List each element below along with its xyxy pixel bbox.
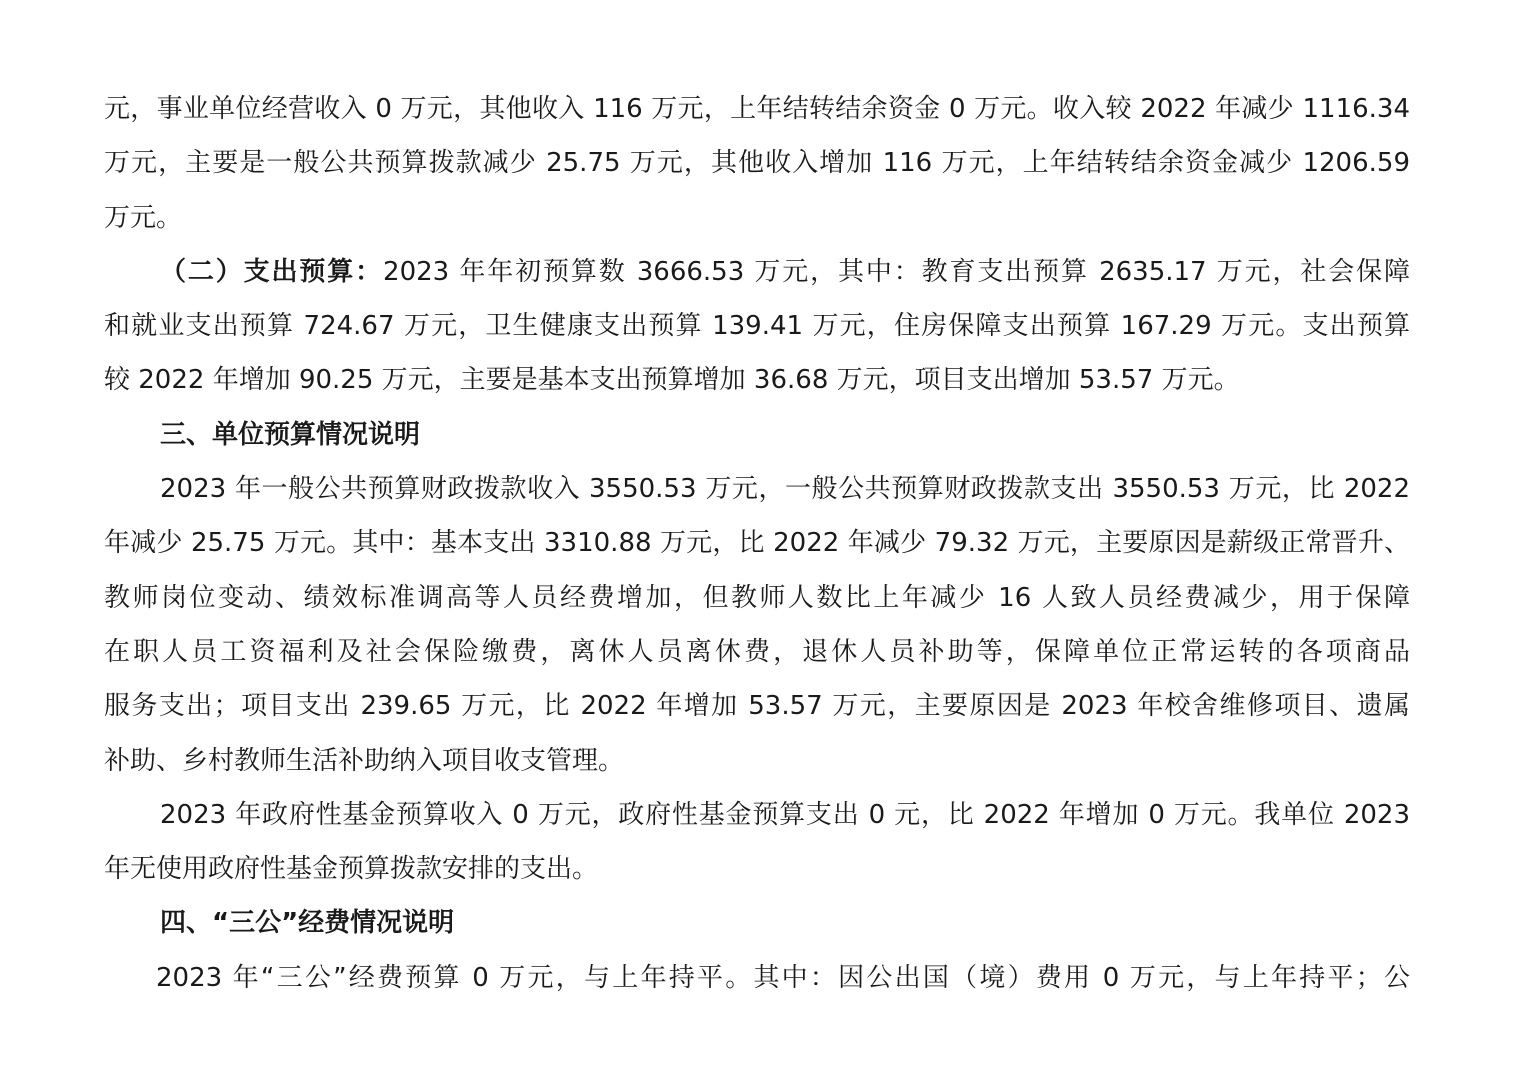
paragraph-line: 万元，主要是一般公共预算拨款减少 25.75 万元，其他收入增加 116 万元，上年结转结余资金减少 1206.59 (104, 148, 1410, 179)
paragraph-line: 在职人员工资福利及社会保险缴费，离休人员离休费，退休人员补助等，保障单位正常运转的各项商品 (104, 636, 1410, 667)
paragraph-line: 年减少 25.75 万元。其中：基本支出 3310.88 万元，比 2022 年减少 79.32 万元，主要原因是薪级正常晋升、 (104, 528, 1410, 559)
paragraph-line: 和就业支出预算 724.67 万元，卫生健康支出预算 139.41 万元，住房保障支出预算 167.29 万元。支出预算 (104, 311, 1410, 342)
paragraph-line: 2023 年“三公”经费预算 0 万元，与上年持平。其中：因公出国（境）费用 0 万元，与上年持平；公 (156, 962, 1410, 993)
section-heading-unit-budget: 三、单位预算情况说明 (160, 419, 421, 450)
paragraph-line: 万元。 (104, 202, 183, 233)
paragraph-line: 年无使用政府性基金预算拨款安排的支出。 (104, 854, 599, 885)
paragraph-line: 2023 年政府性基金预算收入 0 万元，政府性基金预算支出 0 元，比 2022 年增加 0 万元。我单位 2023 (160, 799, 1410, 830)
expense-budget-text: 2023 年年初预算数 3666.53 万元，其中：教育支出预算 2635.17 万元，社会保障 (383, 256, 1410, 287)
paragraph-line: 服务支出；项目支出 239.65 万元，比 2022 年增加 53.57 万元，主要原因是 2023 年校舍维修项目、遗属 (104, 691, 1410, 722)
paragraph-line: 较 2022 年增加 90.25 万元，主要是基本支出预算增加 36.68 万元，项目支出增加 53.57 万元。 (104, 365, 1240, 396)
expense-budget-line (104, 245, 1410, 299)
paragraph-line: 2023 年一般公共预算财政拨款收入 3550.53 万元，一般公共预算财政拨款支出 3550.53 万元，比 2022 (160, 474, 1410, 505)
expense-budget-heading: （二）支出预算： (160, 256, 384, 287)
section-heading-three-public: 四、“三公”经费情况说明 (160, 908, 455, 939)
paragraph-line: 补助、乡村教师生活补助纳入项目收支管理。 (104, 745, 625, 776)
paragraph-line: 教师岗位变动、绩效标准调高等人员经费增加，但教师人数比上年减少 16 人致人员经费减少，用于保障 (104, 582, 1410, 613)
document-page (104, 82, 1410, 1005)
paragraph-line: 元，事业单位经营收入 0 万元，其他收入 116 万元，上年结转结余资金 0 万元。收入较 2022 年减少 1116.34 (104, 94, 1410, 124)
